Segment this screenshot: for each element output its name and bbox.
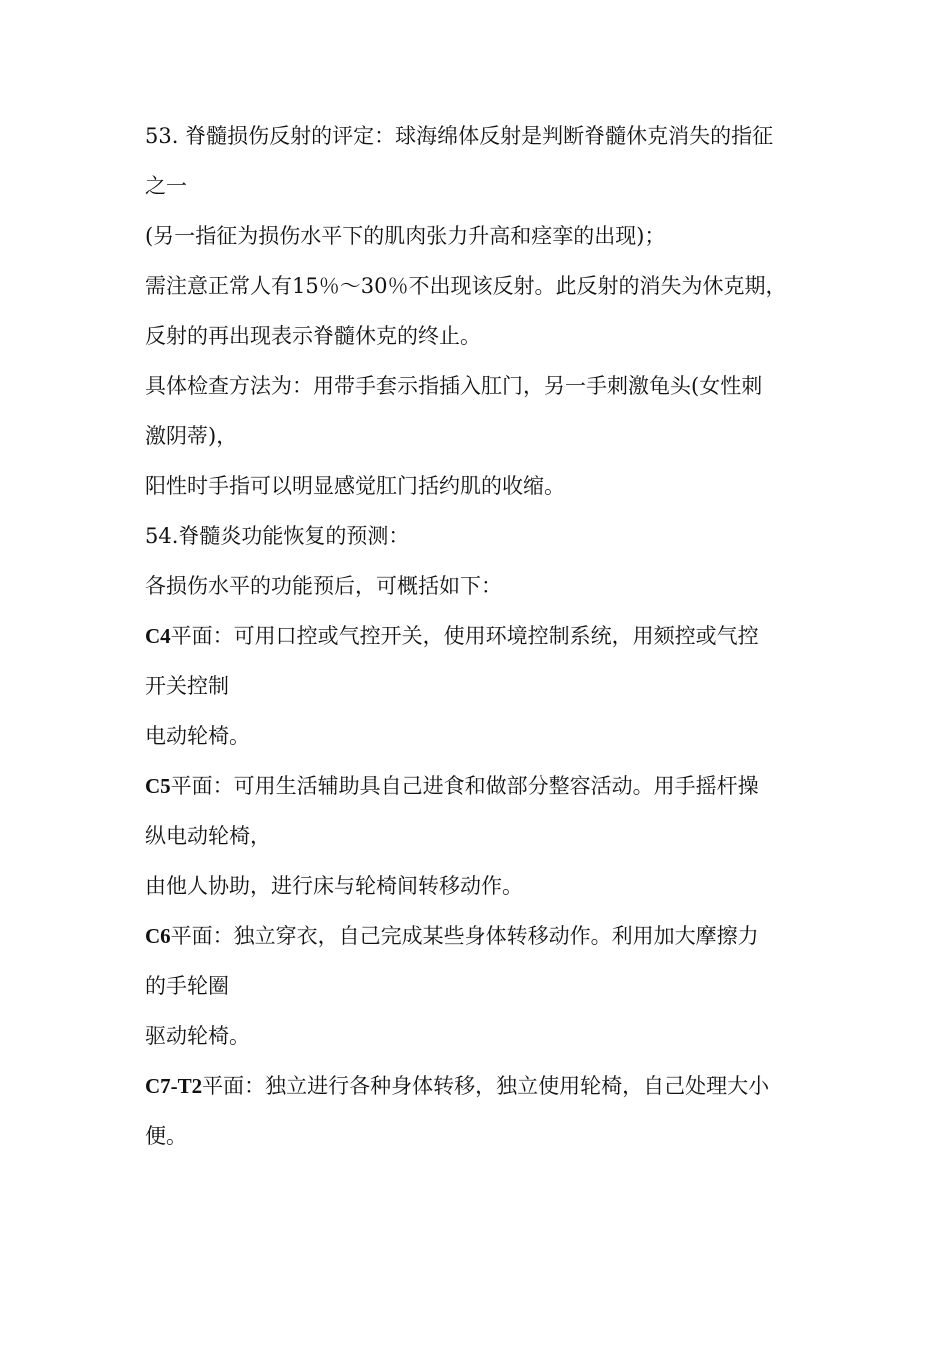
text-line: [145, 711, 815, 761]
text-line: [145, 611, 815, 661]
line-text: 纵电动轮椅，: [145, 824, 271, 848]
text-line: [145, 811, 815, 861]
line-text: 的手轮圈: [145, 974, 229, 998]
line-text: 之一: [145, 174, 187, 198]
line-text: 由他人协助，进行床与轮椅间转移动作。: [145, 874, 523, 898]
text-line: [145, 261, 815, 311]
text-line: [145, 961, 815, 1011]
line-text: 平面：可用口控或气控开关，使用环境控制系统，用颏控或气控: [170, 624, 759, 648]
text-line: [145, 1011, 815, 1061]
line-text: 便。: [145, 1124, 187, 1148]
level-label: C7-T2: [145, 1074, 203, 1098]
line-text: 平面：独立进行各种身体转移，独立使用轮椅，自己处理大小: [202, 1074, 770, 1098]
line-text: 平面：可用生活辅助具自己进食和做部分整容活动。用手摇杆操: [170, 774, 759, 798]
text-line: [145, 761, 815, 811]
text-line: [145, 311, 815, 361]
document-body: [145, 111, 815, 1161]
text-line: [145, 461, 815, 511]
text-line: [145, 161, 815, 211]
level-label: C4: [145, 624, 171, 648]
level-label: C6: [145, 924, 171, 948]
text-line: [145, 211, 815, 261]
text-line: [145, 1111, 815, 1161]
line-text: 反射的再出现表示脊髓休克的终止。: [145, 324, 481, 348]
text-line: [145, 561, 815, 611]
line-text: 53. 脊髓损伤反射的评定：球海绵体反射是判断脊髓休克消失的指征: [145, 124, 774, 148]
line-text: 电动轮椅。: [145, 724, 250, 748]
text-line: [145, 361, 815, 411]
line-text: 阳性时手指可以明显感觉肛门括约肌的收缩。: [145, 474, 565, 498]
level-label: C5: [145, 774, 171, 798]
line-text: 需注意正常人有15％～30％不出现该反射。此反射的消失为休克期，: [145, 274, 787, 298]
line-text: 具体检查方法为：用带手套示指插入肛门，另一手刺激龟头(女性刺: [145, 374, 763, 398]
text-line: [145, 511, 815, 561]
text-line: [145, 111, 815, 161]
text-line: [145, 661, 815, 711]
text-line: [145, 911, 815, 961]
line-text: 各损伤水平的功能预后，可概括如下：: [145, 574, 502, 598]
line-text: 激阴蒂)，: [145, 424, 238, 448]
text-line: [145, 411, 815, 461]
line-text: 开关控制: [145, 674, 229, 698]
text-line: [145, 861, 815, 911]
line-text: 驱动轮椅。: [145, 1024, 250, 1048]
line-text: 54.脊髓炎功能恢复的预测：: [145, 524, 410, 548]
text-line: [145, 1061, 815, 1111]
line-text: (另一指征为损伤水平下的肌肉张力升高和痉挛的出现)；: [145, 224, 666, 248]
line-text: 平面：独立穿衣，自己完成某些身体转移动作。利用加大摩擦力: [170, 924, 759, 948]
